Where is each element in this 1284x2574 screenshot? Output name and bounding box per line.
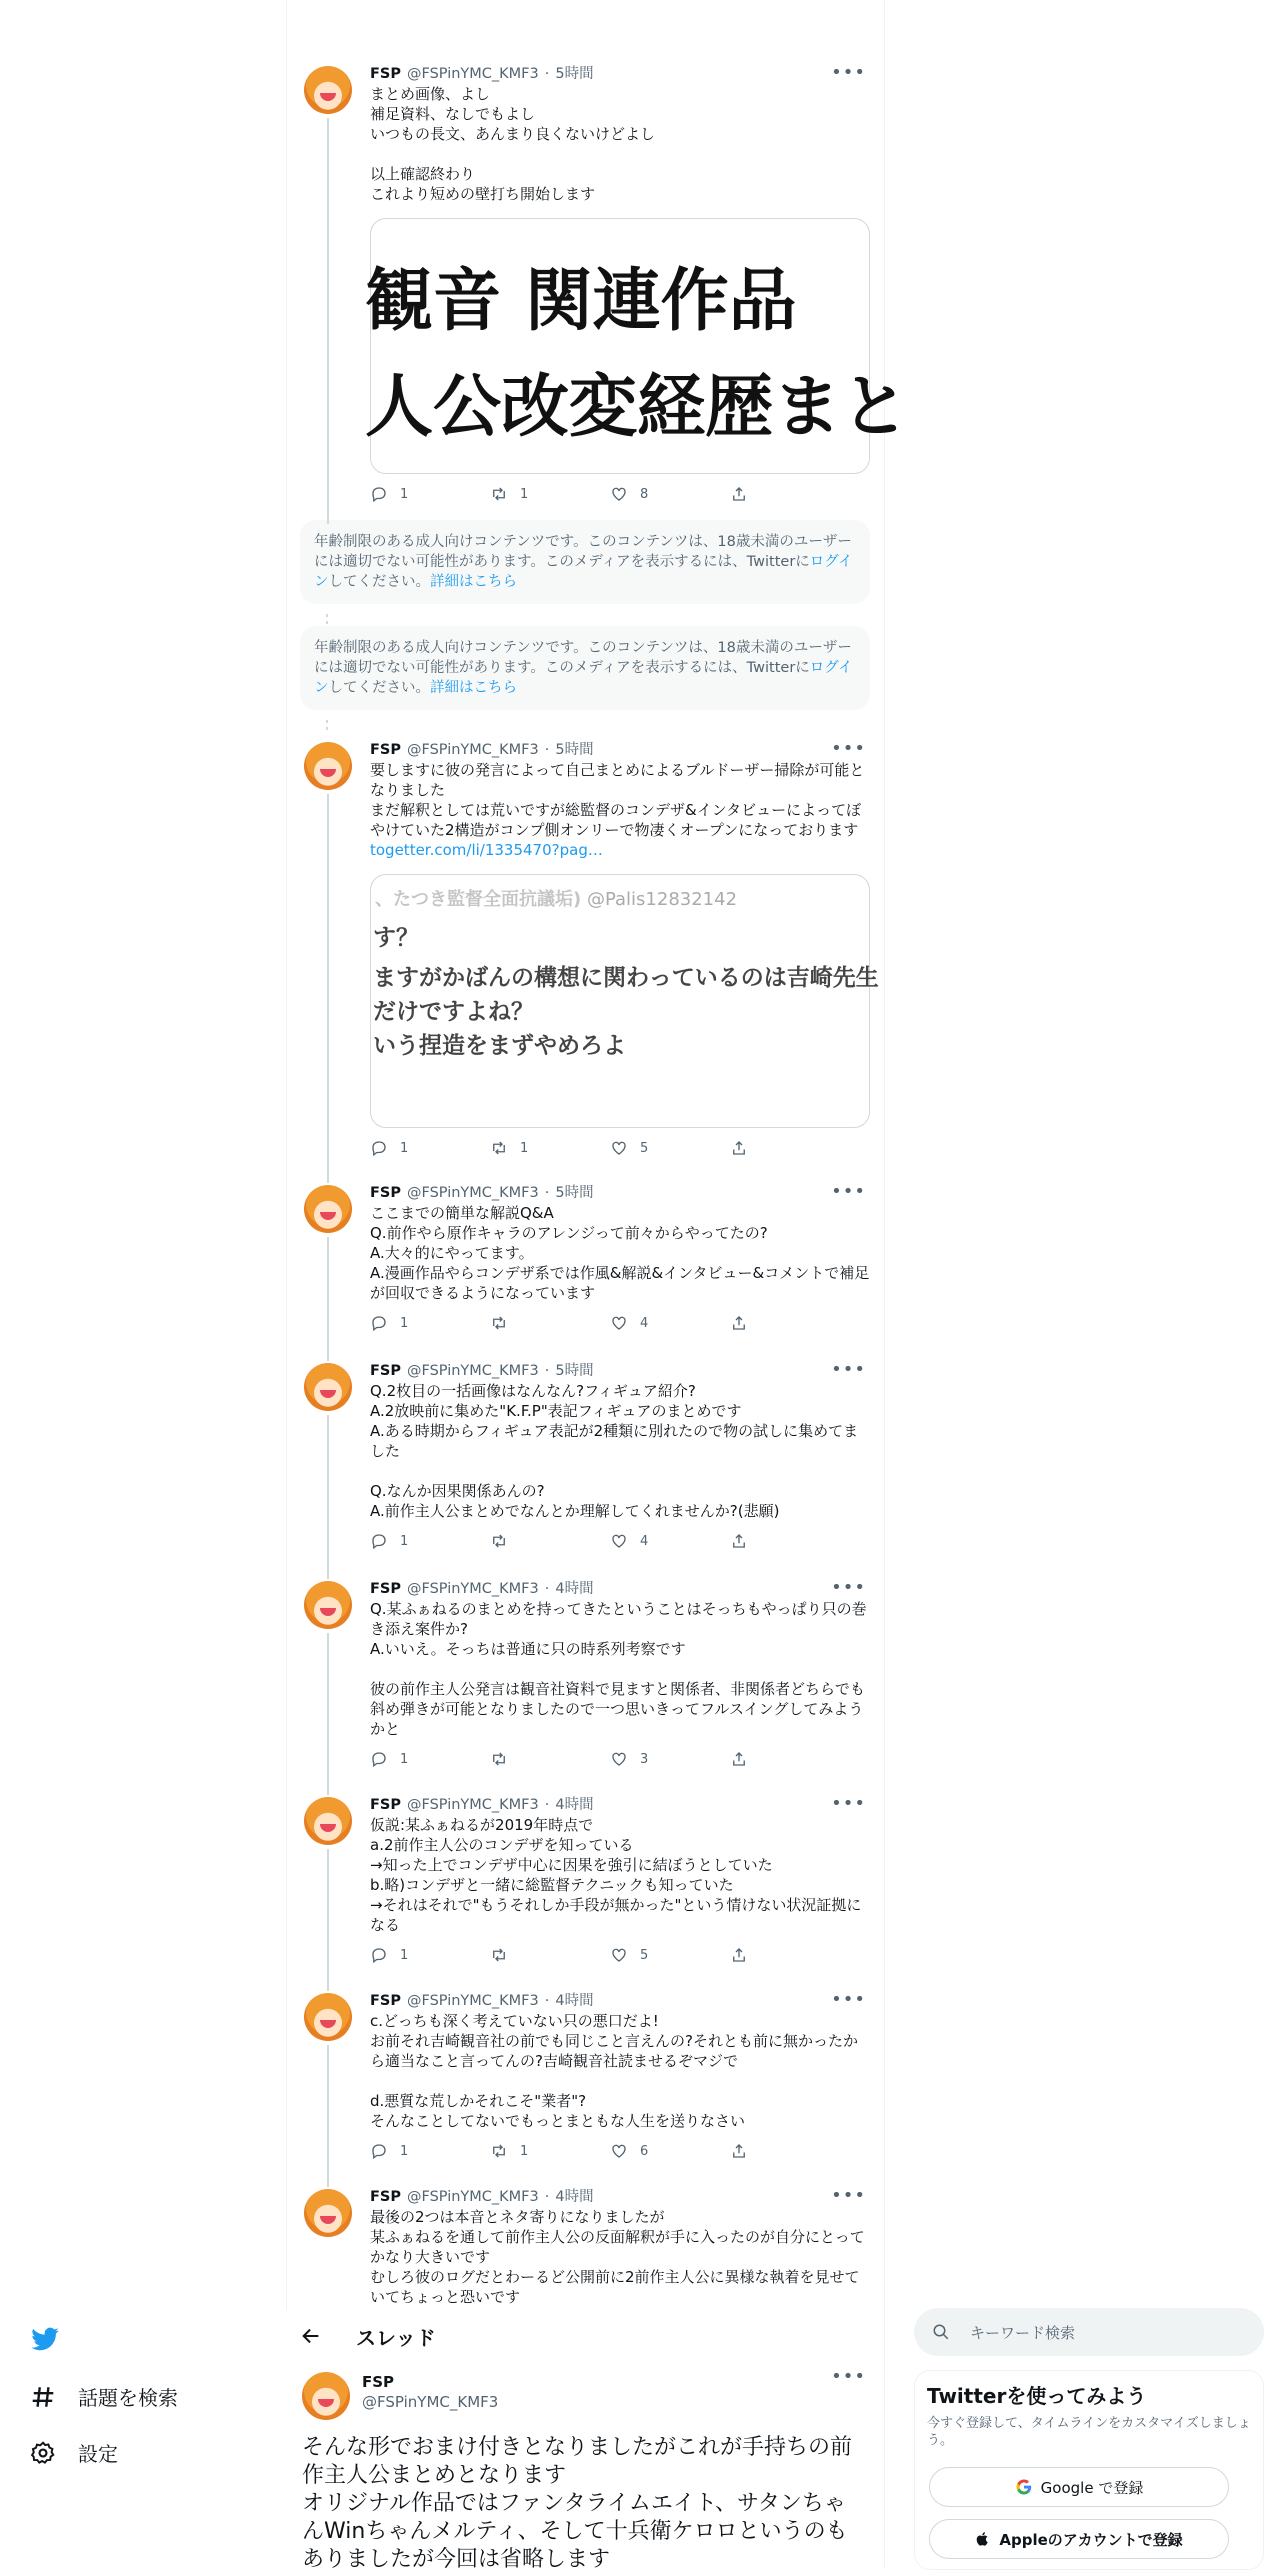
apple-icon	[975, 2530, 991, 2548]
reply-count: 1	[400, 1140, 409, 1156]
more-icon[interactable]: •••	[831, 2366, 866, 2387]
avatar[interactable]	[304, 2189, 352, 2237]
author-handle[interactable]: @FSPinYMC_KMF3	[406, 2189, 539, 2205]
share-icon	[730, 1532, 748, 1550]
reply-count: 1	[400, 486, 409, 502]
reply-icon	[370, 485, 388, 503]
tweet-time[interactable]: 4時間	[555, 1581, 594, 1597]
page-title: スレッド	[356, 2325, 436, 2350]
share-icon	[730, 485, 748, 503]
share-icon	[730, 2142, 748, 2160]
image-text: 観音 関連作品	[365, 262, 797, 341]
author-handle[interactable]: @FSPinYMC_KMF3	[406, 1581, 539, 1597]
like-button[interactable]	[610, 1946, 670, 1964]
tweet-actions	[370, 1739, 870, 1779]
tweet[interactable]: ••• FSP @FSPinYMC_KMF3 · 5時間 まとめ画像、よし 補足資料、なしでもよし いつもの長文、あんまり良くないけどよし 以上確認終わり これより短めの壁打ち開始します 観音 関連作品 人公改変経歴まと 1 1 8	[286, 50, 884, 510]
tweet-text: Q.某ふぁねるのまとめを持ってきたということはそっちもやっぱり只の巻き添え案件か? A.いいえ。そっちは普通に只の時系列考察です 彼の前作主人公発言は観音社資料で見ますと関係者、非関係者どちらでも斜め弾きが可能となりましたので一つ思いきってフルスイングしてみようかと	[370, 1600, 867, 1738]
tweet-link[interactable]: togetter.com/li/1335470?pag…	[370, 841, 603, 859]
like-count: 5	[640, 1140, 649, 1156]
retweet-icon	[490, 1139, 508, 1157]
google-signup-label: Google で登録	[1040, 2478, 1144, 2497]
more-icon[interactable]: •••	[831, 2185, 866, 2206]
author-handle[interactable]: @FSPinYMC_KMF3	[406, 742, 539, 758]
retweet-count: 1	[520, 1140, 529, 1156]
nav-explore[interactable]	[30, 2382, 178, 2411]
avatar[interactable]	[304, 1363, 352, 1411]
author-handle[interactable]: @FSPinYMC_KMF3	[406, 1993, 539, 2009]
gear-icon	[30, 2440, 56, 2466]
share-button[interactable]	[730, 1946, 790, 1964]
more-icon[interactable]: •••	[831, 1989, 866, 2010]
notice-text: 年齢制限のある成人向けコンテンツです。このコンテンツは、18歳未満のユーザーには適切でない可能性があります。このメディアを表示するには、Twitterに	[314, 640, 852, 676]
heart-icon	[610, 1750, 628, 1768]
more-icon[interactable]: •••	[831, 1577, 866, 1598]
heart-icon	[610, 1532, 628, 1550]
signup-title: Twitterを使ってみよう	[927, 2384, 1147, 2408]
reply-icon	[370, 1946, 388, 1964]
avatar[interactable]	[304, 1581, 352, 1629]
share-button[interactable]	[730, 2142, 790, 2160]
reply-button[interactable]	[370, 1946, 430, 1964]
avatar[interactable]	[304, 1797, 352, 1845]
tweet-actions	[370, 1935, 870, 1975]
author-name[interactable]: FSP	[370, 1363, 401, 1379]
author-name[interactable]: FSP	[362, 2373, 395, 2391]
tweet-text: そんな形でおまけ付きとなりましたがこれが手持ちの前作主人公まとめとなります オリジナル作品ではファンタライムエイト、サタンちゃんWinちゃんメルティ、そして十兵衛ケロロというのもありましたが今回は省略します	[302, 2435, 853, 2572]
retweet-icon	[490, 1532, 508, 1550]
tweet[interactable]: ••• FSP @FSPinYMC_KMF3 · 4時間 最後の2つは本音とネタ寄りになりましたが 某ふぁねるを通して前作主人公の反面解釈が手に入ったのが自分にとってかなり大きいです むしろ彼のログだとわーるど公開前に2前作主人公に異様な執着を見せていてちょっと恐いです	[286, 2173, 884, 2293]
tweet-time[interactable]: 5時間	[555, 66, 594, 82]
focused-tweet[interactable]	[286, 2362, 884, 2572]
tweet[interactable]: ••• FSP @FSPinYMC_KMF3 · 5時間 要しますに彼の発言によって自己まとめによるブルドーザー掃除が可能となりました まだ解釈としては荒いですが総監督のコンデザ&インタビューによってぼやけていた2構造がコンプ側オンリーで物凄くオープンになっております togetter.com/li/1335470?pag… 、たつき監督全面抗議垢) @Palis12832142 す？ ますがかばんの構想に関わっているのは吉崎先生 だけですよね？ いう捏造をまずやめろよ 1 1 5	[286, 726, 884, 1169]
more-icon[interactable]: •••	[831, 1793, 866, 1814]
like-button[interactable]	[610, 1532, 670, 1550]
heart-icon	[610, 1314, 628, 1332]
thread-connector	[327, 1237, 329, 1361]
author-handle[interactable]: @FSPinYMC_KMF3	[406, 1797, 539, 1813]
reply-count: 1	[400, 1315, 409, 1331]
share-icon	[730, 1139, 748, 1157]
author-name[interactable]: FSP	[370, 2189, 401, 2205]
retweet-button[interactable]	[490, 1532, 550, 1550]
tweet-time[interactable]: 4時間	[555, 1993, 594, 2009]
tweet-text: 仮説:某ふぁねるが2019年時点で a.2前作主人公のコンデザを知っている →知った上でコンデザ中心に因果を強引に結ぼうとしていた b.略)コンデザと一緒に総監督テクニックも知っていた →それはそれで"もうそれしか手段が無かった"という情けない状況証拠になる	[370, 1816, 862, 1934]
avatar[interactable]	[304, 66, 352, 114]
share-button[interactable]	[730, 1532, 790, 1550]
author-name[interactable]: FSP	[370, 1993, 401, 2009]
like-count: 6	[640, 2143, 649, 2159]
nav-settings-label: 設定	[78, 2442, 118, 2466]
like-button[interactable]	[610, 1314, 670, 1332]
thread-header	[286, 2310, 884, 2362]
avatar[interactable]	[304, 1993, 352, 2041]
tweet[interactable]: ••• FSP @FSPinYMC_KMF3 · 4時間 仮説:某ふぁねるが2019年時点で a.2前作主人公のコンデザを知っている →知った上でコンデザ中心に因果を強引に結ぼうとしていた b.略)コンデザと一緒に総監督テクニックも知っていた →それはそれで"もうそれしか手段が無かった"という情けない状況証拠になる 1 5	[286, 1781, 884, 1977]
retweet-icon	[490, 1946, 508, 1964]
tweet-text: 最後の2つは本音とネタ寄りになりましたが 某ふぁねるを通して前作主人公の反面解釈が手に入ったのが自分にとってかなり大きいです むしろ彼のログだとわーるど公開前に2前作主人公に異様な執着を見せていてちょっと恐いです	[370, 2208, 865, 2306]
tweet-text: Q.2枚目の一括画像はなんなん?フィギュア紹介? A.2放映前に集めた"K.F.P"表記フィギュアのまとめです A.ある時期からフィギュア表記が2種類に別れたので物の試しに集めてました Q.なんか因果関係あんの? A.前作主人公まとめでなんとか理解してくれませんか?(悲願)	[370, 1382, 859, 1520]
retweet-button[interactable]	[490, 1314, 550, 1332]
author-name[interactable]: FSP	[370, 1581, 401, 1597]
reply-icon	[370, 1314, 388, 1332]
signup-card	[914, 2370, 1264, 2570]
thread-connector	[286, 614, 884, 626]
tweet-actions	[370, 1128, 870, 1168]
image-text: ますがかばんの構想に関わっているのは吉崎先生	[373, 965, 879, 991]
tweet-actions	[370, 1521, 870, 1561]
reply-icon	[370, 1532, 388, 1550]
sensitive-content-notice	[300, 626, 870, 710]
share-icon	[730, 1314, 748, 1332]
image-text: @Palis12832142	[586, 889, 738, 910]
tweet-text: ここまでの簡単な解説Q&A Q.前作やら原作キャラのアレンジって前々からやってたの? A.大々的にやってます。 A.漫画作品やらコンデザ系では作風&解説&インタビュー&コメントで補足が回収できるようになっています	[370, 1204, 870, 1302]
notice-text: 年齢制限のある成人向けコンテンツです。このコンテンツは、18歳未満のユーザーには適切でない可能性があります。このメディアを表示するには、Twitterに	[314, 534, 852, 570]
tweet[interactable]: ••• FSP @FSPinYMC_KMF3 · 4時間 c.どっちも深く考えていない只の悪口だよ! お前それ吉崎観音社の前でも同じこと言えんの?それとも前に無かったから適当なこと言ってんの?吉崎観音社読ませるぞマジで d.悪質な荒しかそれこそ"業者"? そんなことしてないでもっとまともな人生を送りなさい 1 1 6	[286, 1977, 884, 2173]
timeline	[286, 50, 910, 2306]
author-name[interactable]: FSP	[370, 1797, 401, 1813]
retweet-count: 1	[520, 486, 529, 502]
apple-signup-label: Appleのアカウントで登録	[999, 2530, 1183, 2549]
google-signup-button[interactable]	[929, 2467, 1229, 2507]
like-button[interactable]	[610, 2142, 670, 2160]
reply-button[interactable]	[370, 2142, 430, 2160]
author-handle[interactable]: @FSPinYMC_KMF3	[406, 1185, 539, 1201]
retweet-icon	[490, 1314, 508, 1332]
more-icon[interactable]: •••	[831, 62, 866, 83]
reply-button[interactable]	[370, 485, 430, 503]
retweet-count: 1	[520, 2143, 529, 2159]
author-handle[interactable]: @FSPinYMC_KMF3	[406, 1363, 539, 1379]
hashtag-icon	[30, 2384, 56, 2410]
nav-explore-label: 話題を検索	[78, 2386, 178, 2410]
like-button[interactable]	[610, 485, 670, 503]
sensitive-content-notice	[300, 520, 870, 604]
tweet[interactable]: ••• FSP @FSPinYMC_KMF3 · 5時間 ここまでの簡単な解説Q&A Q.前作やら原作キャラのアレンジって前々からやってたの? A.大々的にやってます。 A.漫画作品やらコンデザ系では作風&解説&インタビュー&コメントで補足が回収できるようになっています 1 4	[286, 1169, 884, 1347]
image-text: 人公改変経歴まと	[365, 368, 910, 447]
search-icon	[932, 2323, 950, 2341]
retweet-button[interactable]	[490, 1946, 550, 1964]
reply-button[interactable]	[370, 1532, 430, 1550]
tweet-image[interactable]	[365, 218, 910, 474]
tweet-time[interactable]: 5時間	[555, 1185, 594, 1201]
author-name[interactable]: FSP	[370, 1185, 401, 1201]
share-icon	[730, 1750, 748, 1768]
reply-icon	[370, 2142, 388, 2160]
tweet-time[interactable]: 4時間	[555, 2189, 594, 2205]
tweet-text: c.どっちも深く考えていない只の悪口だよ! お前それ吉崎観音社の前でも同じこと言えんの?それとも前に無かったから適当なこと言ってんの?吉崎観音社読ませるぞマジで d.悪質な荒しかそれこそ"業者"? そんなことしてないでもっとまともな人生を送りなさい	[370, 2012, 858, 2130]
like-count: 8	[640, 486, 649, 502]
apple-signup-button[interactable]	[929, 2519, 1229, 2559]
thread-connector	[327, 794, 329, 1183]
like-count: 4	[640, 1315, 649, 1331]
signup-subtitle: 今すぐ登録して、タイムラインをカスタマイズしましょう。	[927, 2416, 1251, 2448]
image-text: 、たつき監督全面抗議垢)	[375, 889, 582, 910]
author-handle[interactable]: @FSPinYMC_KMF3	[362, 2393, 499, 2411]
retweet-button[interactable]	[490, 1750, 550, 1768]
tweet-image[interactable]	[370, 874, 879, 1128]
image-text: だけですよね？	[373, 999, 534, 1025]
search-placeholder: キーワード検索	[970, 2323, 1076, 2342]
share-button[interactable]	[730, 1314, 790, 1332]
twitter-logo-icon[interactable]	[30, 2324, 60, 2358]
thread-connector	[327, 1415, 329, 1579]
reply-icon	[370, 1139, 388, 1157]
image-header	[375, 885, 737, 911]
tweet-text: 要しますに彼の発言によって自己まとめによるブルドーザー掃除が可能となりました まだ解釈としては荒いですが総監督のコンデザ&インタビューによってぼやけていた2構造がコンプ側オンリーで物凄くオープンになっております	[370, 761, 865, 839]
author-name[interactable]: FSP	[370, 742, 401, 758]
retweet-button[interactable]	[490, 2142, 550, 2160]
back-arrow-icon[interactable]	[300, 2325, 322, 2347]
more-icon[interactable]: •••	[831, 738, 866, 759]
author-name[interactable]: FSP	[370, 66, 401, 82]
retweet-icon	[490, 1750, 508, 1768]
like-count: 5	[640, 1947, 649, 1963]
details-link[interactable]: 詳細はこちら	[430, 574, 517, 590]
tweet-time[interactable]: 4時間	[555, 1797, 594, 1813]
like-button[interactable]	[610, 1139, 670, 1157]
nav-settings[interactable]	[30, 2438, 118, 2467]
tweet[interactable]: ••• FSP @FSPinYMC_KMF3 · 4時間 Q.某ふぁねるのまとめを持ってきたということはそっちもやっぱり只の巻き添え案件か? A.いいえ。そっちは普通に只の時系列考察です 彼の前作主人公発言は観音社資料で見ますと関係者、非関係者どちらでも斜め弾きが可能となりましたので一つ思いきってフルスイングしてみようかと 1 3	[286, 1565, 884, 1781]
heart-icon	[610, 485, 628, 503]
tweet-actions	[370, 2131, 870, 2171]
thread-connector	[327, 118, 329, 524]
reply-button[interactable]	[370, 1139, 430, 1157]
more-icon[interactable]: •••	[831, 1181, 866, 1202]
avatar[interactable]	[304, 742, 352, 790]
retweet-button[interactable]	[490, 1139, 550, 1157]
heart-icon	[610, 1139, 628, 1157]
reply-button[interactable]	[370, 1750, 430, 1768]
thread-connector	[327, 1633, 329, 1795]
reply-count: 1	[400, 1947, 409, 1963]
thread-connector	[327, 1849, 329, 1991]
retweet-button[interactable]	[490, 485, 550, 503]
like-count: 4	[640, 1533, 649, 1549]
login-link[interactable]: ログイン	[314, 660, 853, 696]
reply-icon	[370, 1750, 388, 1768]
details-link[interactable]: 詳細はこちら	[430, 680, 517, 696]
like-count: 3	[640, 1751, 649, 1767]
tweet-time[interactable]: 5時間	[555, 1363, 594, 1379]
heart-icon	[610, 2142, 628, 2160]
tweet-text: まとめ画像、よし 補足資料、なしでもよし いつもの長文、あんまり良くないけどよし 以上確認終わり これより短めの壁打ち開始します	[370, 85, 656, 203]
reply-count: 1	[400, 1533, 409, 1549]
reply-count: 1	[400, 2143, 409, 2159]
avatar[interactable]	[302, 2372, 350, 2420]
retweet-icon	[490, 485, 508, 503]
tweet-time[interactable]: 5時間	[555, 742, 594, 758]
heart-icon	[610, 1946, 628, 1964]
tweet[interactable]: ••• FSP @FSPinYMC_KMF3 · 5時間 Q.2枚目の一括画像はなんなん?フィギュア紹介? A.2放映前に集めた"K.F.P"表記フィギュアのまとめです A.ある時期からフィギュア表記が2種類に別れたので物の試しに集めてました Q.なんか因果関係あんの? A.前作主人公まとめでなんとか理解してくれませんか?(悲願) 1 4	[286, 1347, 884, 1565]
tweet-actions	[370, 474, 870, 514]
author-handle[interactable]: @FSPinYMC_KMF3	[406, 66, 539, 82]
login-link[interactable]: ログイン	[314, 554, 853, 590]
thread-connector	[327, 2045, 329, 2187]
search-input[interactable]	[914, 2308, 1264, 2356]
notice-text: してください。	[328, 680, 430, 696]
tweet-actions	[370, 1303, 870, 1343]
notice-text: してください。	[328, 574, 430, 590]
reply-count: 1	[400, 1751, 409, 1767]
google-icon	[1015, 2478, 1033, 2496]
more-icon[interactable]: •••	[831, 1359, 866, 1380]
avatar[interactable]	[304, 1185, 352, 1233]
share-button[interactable]	[730, 1139, 790, 1157]
retweet-icon	[490, 2142, 508, 2160]
share-button[interactable]	[730, 1750, 790, 1768]
like-button[interactable]	[610, 1750, 670, 1768]
share-button[interactable]	[730, 485, 790, 503]
reply-button[interactable]	[370, 1314, 430, 1332]
share-icon	[730, 1946, 748, 1964]
image-text: いう捏造をまずやめろよ	[373, 1033, 626, 1059]
image-text: す？	[373, 925, 419, 951]
